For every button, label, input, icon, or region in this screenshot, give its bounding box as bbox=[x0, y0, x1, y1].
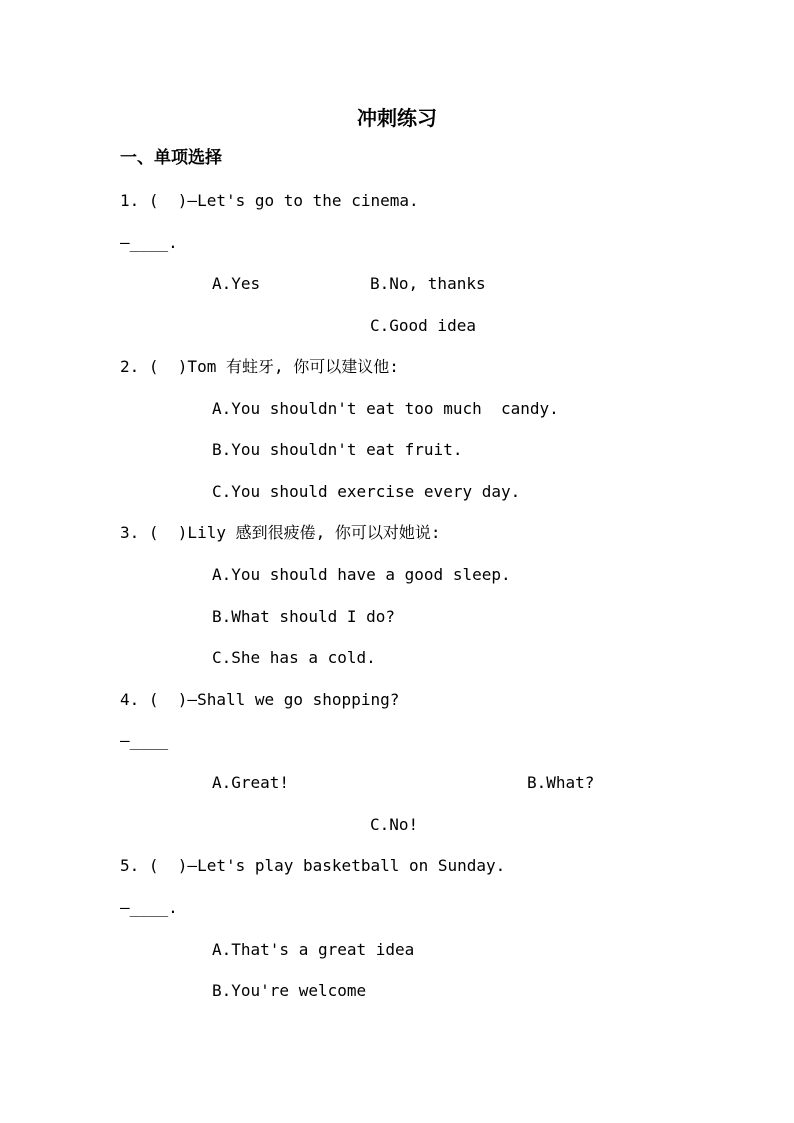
question-4-option-a: A.Great! bbox=[212, 773, 290, 792]
question-4-stem: 4. ( )—Shall we go shopping? bbox=[120, 690, 400, 709]
question-1-option-a: A.Yes bbox=[212, 274, 261, 293]
question-3-stem: 3. ( )Lily 感到很疲倦, 你可以对她说: bbox=[120, 523, 441, 542]
question-1-option-b: B.No, thanks bbox=[370, 274, 486, 293]
question-4-option-c: C.No! bbox=[370, 815, 419, 834]
question-2-option-b: B.You shouldn't eat fruit. bbox=[212, 440, 463, 459]
question-2-stem: 2. ( )Tom 有蛀牙, 你可以建议他: bbox=[120, 357, 399, 376]
section-heading: 一、单项选择 bbox=[120, 148, 222, 168]
question-3-option-b: B.What should I do? bbox=[212, 607, 396, 626]
question-3-option-a: A.You should have a good sleep. bbox=[212, 565, 511, 584]
question-2-option-a: A.You shouldn't eat too much candy. bbox=[212, 399, 559, 418]
question-5-response-blank: —____. bbox=[120, 898, 178, 917]
question-5-option-b: B.You're welcome bbox=[212, 981, 367, 1000]
question-1-option-c: C.Good idea bbox=[370, 316, 476, 335]
page-title: 冲刺练习 bbox=[357, 106, 437, 130]
question-4-option-b: B.What? bbox=[527, 773, 595, 792]
question-3-option-c: C.She has a cold. bbox=[212, 648, 376, 667]
question-2-option-c: C.You should exercise every day. bbox=[212, 482, 521, 501]
question-1-response-blank: —____. bbox=[120, 233, 178, 252]
question-5-stem: 5. ( )—Let's play basketball on Sunday. bbox=[120, 856, 506, 875]
question-4-response-blank: —____ bbox=[120, 731, 169, 750]
question-5-option-a: A.That's a great idea bbox=[212, 940, 415, 959]
question-1-stem: 1. ( )—Let's go to the cinema. bbox=[120, 191, 419, 210]
